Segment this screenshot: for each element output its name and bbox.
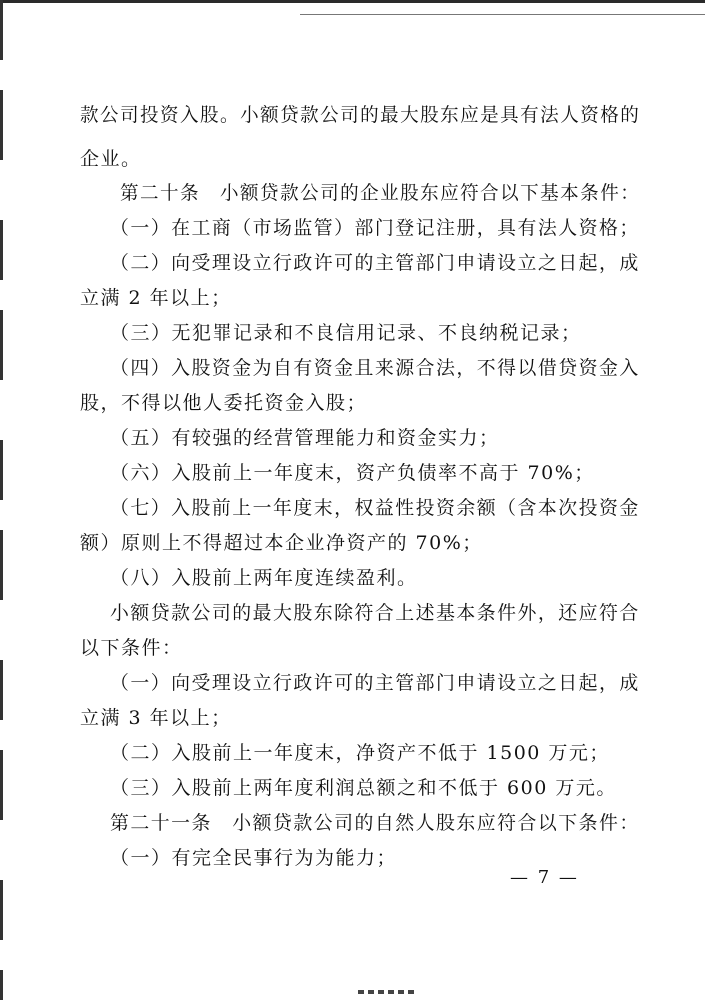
text-line: 企业。 bbox=[80, 148, 142, 170]
text-line: 以下条件： bbox=[80, 637, 183, 659]
text-line: 款公司投资入股。小额贷款公司的最大股东应是具有法人资格的 bbox=[80, 104, 641, 126]
article-20-heading: 第二十条 小额贷款公司的企业股东应符合以下基本条件： bbox=[120, 182, 641, 204]
text-line: （三）入股前上两年度利润总额之和不低于 600 万元。 bbox=[110, 777, 617, 799]
article-21-heading: 第二十一条 小额贷款公司的自然人股东应符合以下条件： bbox=[110, 812, 640, 834]
text-line: （四）入股资金为自有资金且来源合法，不得以借贷资金入 bbox=[110, 357, 640, 379]
text-line: （一）在工商（市场监管）部门登记注册，具有法人资格； bbox=[110, 217, 640, 239]
text-line: （五）有较强的经营管理能力和资金实力； bbox=[110, 427, 500, 449]
text-line: 立满 2 年以上； bbox=[80, 287, 232, 309]
text-line: 股，不得以他人委托资金入股； bbox=[80, 392, 368, 414]
text-line: （八）入股前上两年度连续盈利。 bbox=[110, 567, 418, 589]
text-line: 小额贷款公司的最大股东除符合上述基本条件外，还应符合 bbox=[110, 602, 640, 624]
text-line: （三）无犯罪记录和不良信用记录、不良纳税记录； bbox=[110, 322, 582, 344]
scan-bottom-mark bbox=[358, 990, 418, 994]
text-line: （一）有完全民事行为为能力； bbox=[110, 847, 398, 869]
text-line: （六）入股前上一年度末，资产负债率不高于 70%； bbox=[110, 462, 595, 484]
text-line: （二）入股前上一年度末，净资产不低于 1500 万元； bbox=[110, 742, 610, 764]
text-line: 额）原则上不得超过本企业净资产的 70%； bbox=[80, 532, 483, 554]
text-line: （一）向受理设立行政许可的主管部门申请设立之日起，成 bbox=[110, 672, 640, 694]
text-line: （七）入股前上一年度末，权益性投资余额（含本次投资金 bbox=[110, 497, 640, 519]
page-number: — 7 — bbox=[510, 867, 579, 888]
text-line: 立满 3 年以上； bbox=[80, 707, 232, 729]
text-line: （二）向受理设立行政许可的主管部门申请设立之日起，成 bbox=[110, 252, 640, 274]
